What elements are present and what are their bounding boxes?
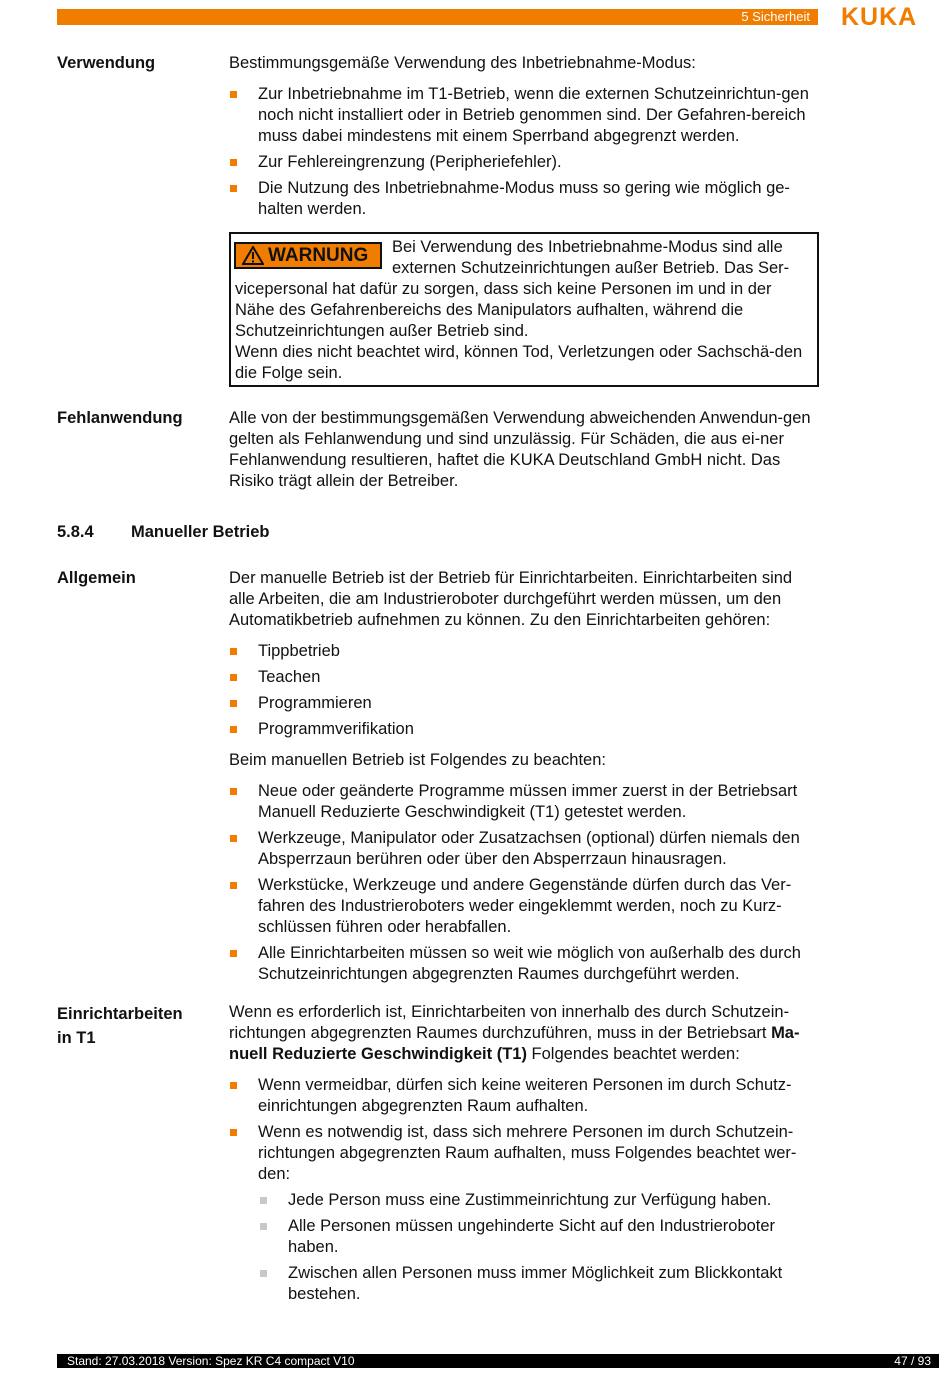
list-item: Programmverifikation (229, 719, 821, 740)
warning-line1: Bei Verwendung des Inbetriebnahme-Modus sind alle (392, 238, 783, 256)
label-line1: Einrichtarbeiten (57, 1005, 183, 1023)
section-heading (57, 522, 269, 543)
label-verwendung: Verwendung (57, 54, 156, 72)
list-item: Werkzeuge, Manipulator oder Zusatzachsen (optional) dürfen niemals den Absperrzaun berühren oder über den Absperrzaun hinausragen. (229, 828, 821, 870)
label-einrichtarbeiten-t1 (57, 1002, 183, 1050)
notes-list (229, 781, 821, 985)
t1-list (229, 1075, 821, 1185)
t1-intro-b: Folgendes beachtet werden: (526, 1045, 740, 1063)
allgemein-intro: Der manuelle Betrieb ist der Betrieb für Einrichtarbeiten. Einrichtarbeiten sind alle Arbeiten, die am Industrieroboter durchgeführt werden müssen, um den Automatikbetrieb aufnehmen zu können. Zu den Einrichtarbeiten gehören: (229, 569, 793, 629)
t1-intro (229, 1002, 821, 1065)
t1-intro-a: Wenn es erforderlich ist, Einrichtarbeiten von innerhalb des durch Schutzein-richtungen abgegrenzten Raumes durchzuführen, muss in der Betriebsart (229, 1003, 790, 1042)
list-item: Werkstücke, Werkzeuge und andere Gegenstände dürfen durch das Ver-fahren des Industrieroboters weder eingeklemmt werden, noch zu Kurz-schlüssen führen oder herabfallen. (229, 875, 821, 938)
notes-intro: Beim manuellen Betrieb ist Folgendes zu beachten: (229, 751, 606, 769)
footer-bar (57, 1354, 939, 1368)
list-item: Tippbetrieb (229, 641, 821, 662)
sub-list-item: Zwischen allen Personen muss immer Möglichkeit zum Blickkontakt bestehen. (229, 1263, 821, 1305)
verwendung-content (229, 53, 821, 220)
list-item: Wenn vermeidbar, dürfen sich keine weiteren Personen im durch Schutz-einrichtungen abgegrenzten Raum aufhalten. (229, 1075, 821, 1117)
warning-triangle-icon (242, 246, 264, 265)
list-item: Zur Fehlereingrenzung (Peripheriefehler). (229, 152, 821, 173)
verwendung-list (229, 84, 821, 220)
list-item: Teachen (229, 667, 821, 688)
list-item: Neue oder geänderte Programme müssen immer zuerst in der Betriebsart Manuell Reduzierte Geschwindigkeit (T1) getestet werden. (229, 781, 821, 823)
sub-list-item: Jede Person muss eine Zustimmeinrichtung zur Verfügung haben. (229, 1190, 821, 1211)
warning-body: vicepersonal hat dafür zu sorgen, dass sich keine Personen im und in der Nähe des Gefahrenbereichs des Manipulators aufhalten, während die Schutzeinrichtungen außer Betrieb sind. (235, 280, 772, 340)
fehlanwendung-text: Alle von der bestimmungsgemäßen Verwendung abweichenden Anwendun-gen gelten als Fehlanwendung und sind unzulässig. Für Schäden, die aus ei-ner Fehlanwendung resultieren, haftet die KUKA Deutschland GmbH nicht. Das Risiko trägt allein der Betreiber. (229, 409, 811, 490)
warning-label-text: WARNUNG (268, 245, 369, 266)
allgemein-content (229, 568, 821, 985)
warning-box (229, 232, 819, 387)
header-section-title: 5 Sicherheit (741, 9, 810, 24)
tasks-list (229, 641, 821, 740)
t1-intro-bold: Ma-nuell Reduzierte Geschwindigkeit (T1) (229, 1024, 800, 1063)
footer-version: Stand: 27.03.2018 Version: Spez KR C4 compact V10 (67, 1354, 355, 1368)
sub-list-item: Alle Personen müssen ungehinderte Sicht auf den Industrieroboter haben. (229, 1216, 821, 1258)
page-number: 47 / 93 (894, 1354, 931, 1368)
t1-sublist (229, 1190, 821, 1305)
label-line2: in T1 (57, 1029, 96, 1047)
list-item: Programmieren (229, 693, 821, 714)
label-allgemein: Allgemein (57, 569, 136, 587)
list-item: Alle Einrichtarbeiten müssen so weit wie möglich von außerhalb des durch Schutzeinrichtungen abgegrenzten Raumes durchgeführt werden. (229, 943, 821, 985)
list-item: Die Nutzung des Inbetriebnahme-Modus muss so gering wie möglich ge-halten werden. (229, 178, 821, 220)
list-item: Wenn es notwendig ist, dass sich mehrere Personen im durch Schutzein-richtungen abgegrenzten Raum aufhalten, muss Folgendes beachtet wer-den: (229, 1122, 821, 1185)
t1-content (229, 1002, 821, 1305)
warning-line2: externen Schutzeinrichtungen außer Betrieb. Das Ser- (392, 259, 790, 277)
kuka-logo: KUKA (841, 3, 918, 31)
list-item: Zur Inbetriebnahme im T1-Betrieb, wenn die externen Schutzeinrichtun-gen noch nicht installiert oder in Betrieb genommen sind. Der Gefahren-bereich muss dabei mindestens mit einem Sperrband abgegrenzt werden. (229, 84, 821, 147)
section-title: Manueller Betrieb (131, 523, 270, 541)
section-number: 5.8.4 (57, 523, 94, 541)
warning-label (234, 242, 382, 269)
verwendung-intro: Bestimmungsgemäße Verwendung des Inbetriebnahme-Modus: (229, 54, 696, 72)
warning-consequence: Wenn dies nicht beachtet wird, können Tod, Verletzungen oder Sachschä-den die Folge sein. (235, 343, 803, 382)
label-fehlanwendung: Fehlanwendung (57, 409, 183, 427)
header-bar (57, 9, 818, 25)
